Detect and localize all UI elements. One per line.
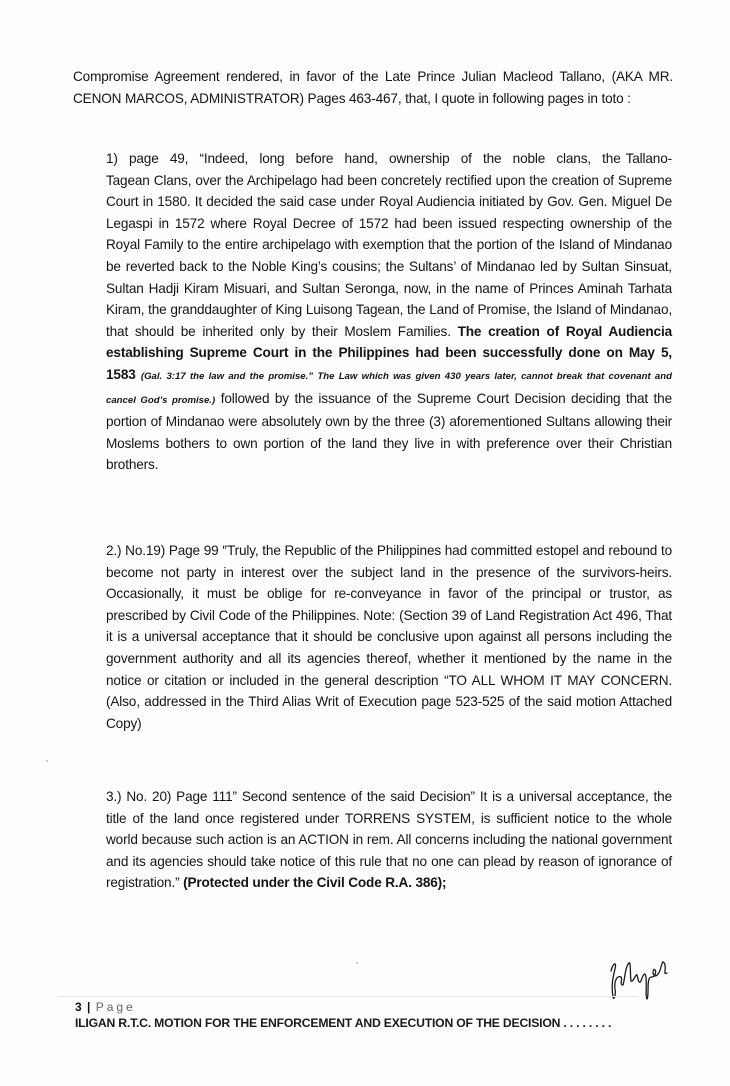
scan-speck	[356, 962, 358, 964]
scan-speck	[46, 760, 48, 762]
item3-body: 3.) No. 20) Page 111” Second sentence of the said Decision” It is a universal acceptance, the title of the land once registered under TORRENS SYSTEM, is sufficient notice to the whole world because such action is an ACTION in rem. All concerns including the national government and its agencies should take notice of this rule that no one can plead by reason of ignorance of registration.”	[106, 789, 672, 891]
item1-tail: followed by the issuance of the Supreme Court Decision deciding that the portion of Mindanao were absolutely own by the three (3) aforementioned Sultans allowing their Moslems bothers to own portion of the land they live in with preference over their Christian brothers.	[106, 390, 672, 473]
item3-bold-note: (Protected under the Civil Code R.A. 386);	[183, 875, 447, 891]
item1-citation: (Gal. 3:17 the law and the promise.” The Law which was given 430 years later, cannot break that covenant and cancel God’s promise.)	[106, 370, 672, 406]
footer-divider	[58, 996, 638, 997]
item1-lead: 1) page 49, “Indeed, long before hand, ownership of the noble clans, the	[106, 151, 621, 166]
list-item-1	[106, 148, 672, 476]
item1-body: Tallano-Tagean Clans, over the Archipelago had been concretely rectified upon the creation of Supreme Court in 1580. It decided the said case under Royal Audiencia initiated by Gov. Gen. Miguel De Legaspi in 1572 where Royal Decree of 1572 had been issued respecting ownership of the Royal Family to the entire archipelago with exemption that the portion of the Island of Mindanao be reverted back to the Noble King’s cousins; the Sultans’ of Mindanao led by Sultan Sinsuat, Sultan Hadji Kiram Misuari, and Sultan Seronga, now, in the name of Princes Aminah Tarhata Kiram, the granddaughter of King Luisong Tagean, the Land of Promise, the Island of Mindanao, that should be inherited only by their Moslem Families.	[106, 151, 672, 339]
footer-title: ILIGAN R.T.C. MOTION FOR THE ENFORCEMENT AND EXECUTION OF THE DECISION . . . . . . . .	[75, 1016, 612, 1030]
item1-bold-statement: The creation of Royal Audiencia establishing Supreme Court in the Philippines had been successfully done on May 5, 1583	[106, 323, 673, 382]
page-separator: |	[87, 1000, 91, 1014]
page-number-value: 3	[75, 1000, 82, 1014]
list-item-3	[106, 786, 672, 894]
page-label: Page	[95, 1000, 136, 1014]
page-number	[75, 1000, 136, 1014]
intro-paragraph: Compromise Agreement rendered, in favor of the Late Prince Julian Macleod Tallano, (AKA MR. CENON MARCOS, ADMINISTRATOR) Pages 463-467, that, I quote in following pages in toto :	[73, 69, 673, 106]
list-item-2: 2.) No.19) Page 99 ″Truly, the Republic of the Philippines had committed estopel and rebound to become not party in interest over the subject land in the presence of the survivors-heirs. Occasionally, it must be oblige for re-conveyance in favor of the principal or trustor, as prescribed by Civil Code of the Philippines. Note: (Section 39 of Land Registration Act 496, That it is a universal acceptance that it should be conclusive upon against all persons including the government authority and all its agencies thereof, whether it mentioned by the name in the notice or citation or included in the general description “TO ALL WHOM IT MAY CONCERN. (Also, addressed in the Third Alias Writ of Execution page 523-525 of the said motion Attached Copy)	[106, 543, 672, 731]
